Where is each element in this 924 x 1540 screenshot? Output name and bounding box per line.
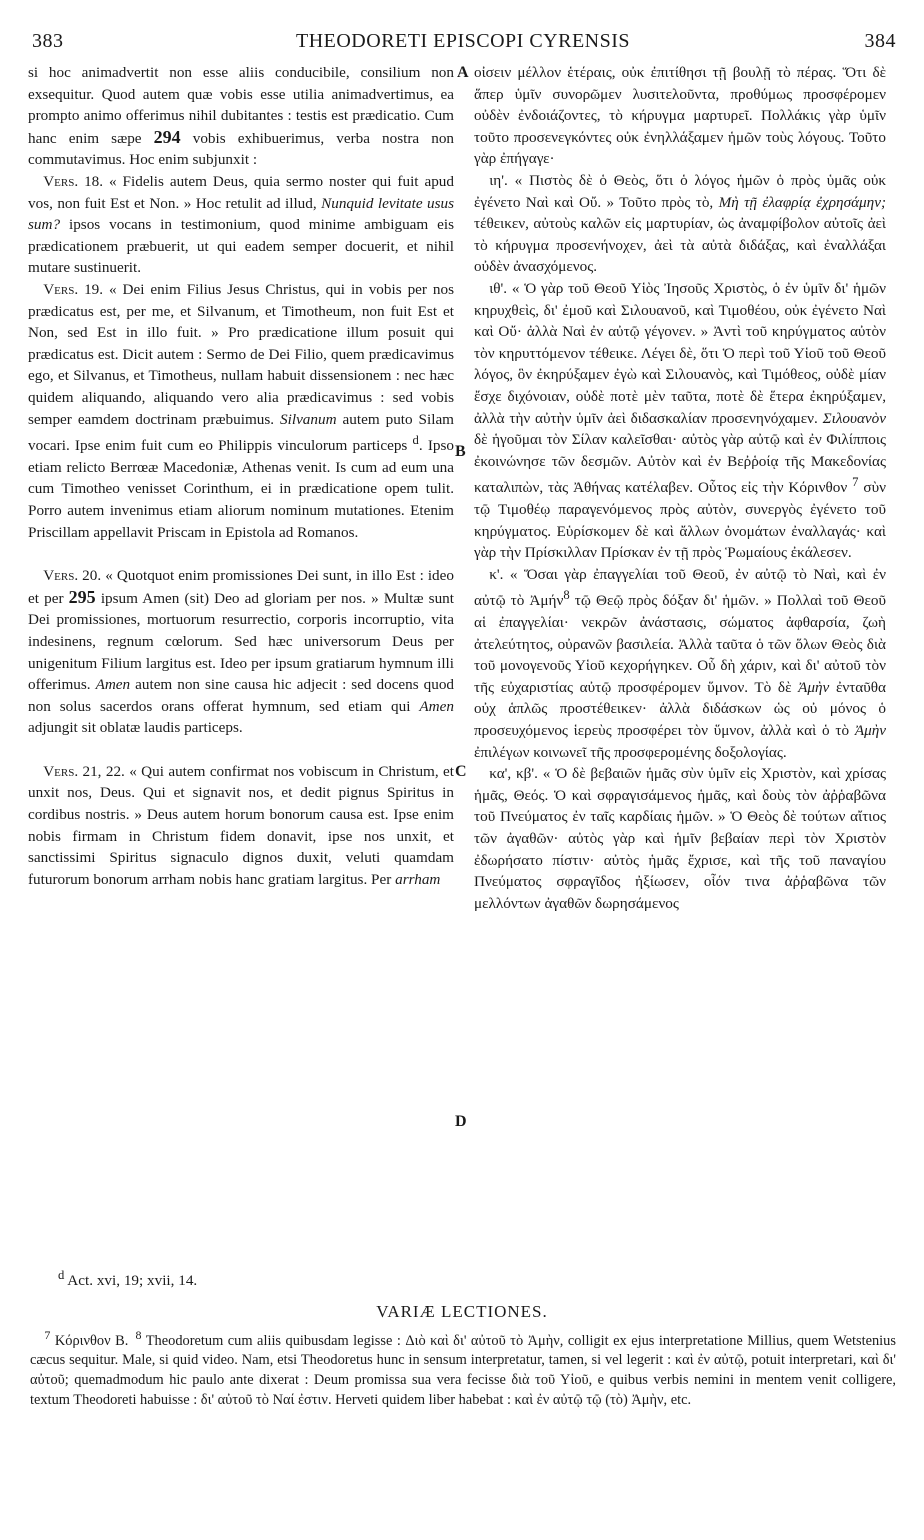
variant-ref: 7: [852, 475, 859, 490]
running-title: THEODORETI EPISCOPI CYRENSIS: [295, 30, 631, 52]
margin-letter-a: A: [457, 64, 469, 81]
margin-letter-c: C: [455, 763, 467, 780]
greek-verse-18: ιη'. « Πιστὸς δὲ ὁ Θεὸς, ὅτι ὁ λόγος ἡμῶν ὁ πρὸς ὑμᾶς οὐκ ἐγένετο Ναὶ καὶ Οὔ. » Τοῦτο πρὸς τὸ, Μὴ τῇ ἐλαφρίᾳ ἐχρησάμην; τέθεικεν, αὐτοὺς καλῶν εἰς μαρτυρίαν, ὡς ἀναμφίβολον αὐτοῖς ἀεὶ τὸ κήρυγμα προσενήνοχεν, ἀεὶ τὰ αὐτὰ διδάξας, καὶ ἐναλλάξαι οὐδὲν ἀνασχόμενος.: [474, 171, 887, 276]
margin-letter-b: B: [455, 443, 466, 460]
verse-label: Vers. 21, 22.: [43, 762, 125, 780]
greek-verse-19: ιθ'. « Ὁ γὰρ τοῦ Θεοῦ Υἱὸς Ἰησοῦς Χριστὸς, ὁ ἐν ὑμῖν δι' ἡμῶν κηρυχθεὶς, δι' ἐμοῦ καὶ Σιλουανοῦ, καὶ Τιμοθέου, οὐκ ἐγένετο Ναὶ καὶ Οὔ· ἀλλὰ Ναὶ ἐν αὐτῷ γέγονεν. » Ἀντὶ τοῦ κηρύγματος αὐτὸν τὸν κηρυττόμενον τέθεικε. Λέγει δὲ, ὅτι Ὁ περὶ τοῦ Υἱοῦ τοῦ Θεοῦ λόγος, ὃν ἐκηρύξαμεν ἐγὼ καὶ Σιλουανὸς, καὶ Τιμόθεος, οὐδὲ μίαν ἔσχε διχόνοιαν, οὐδὲ ποτὲ μὲν ταῦτα, ποτὲ δὲ ἕτερα ἐκηρύξαμεν, ἀλλὰ τὴν αὐτὴν ὑμῖν ἀεὶ διδασκαλίαν προσενηνόχαμεν. Σιλουανὸν δὲ ἡγοῦμαι τὸν Σίλαν καλεῖσθαι· αὐτὸς γὰρ αὐτῷ καὶ ἐν Φιλίπποις ἐκοινώνησε τῶν δεσμῶν. Αὐτὸν καὶ ἐν Βεῤῥοίᾳ τῆς Μακεδονίας καταλιπὼν, τὰς Ἀθήνας κατέλαβεν. Οὗτος εἰς τὴν Κόρινθον $^7$ σὺν τῷ Τιμοθέῳ παραγενόμενος πρὸς αὐτὸν, συνεργὸς ἐγένετο τοῦ κηρύγματος. Εὑρίσκομεν δὲ καὶ ἄλλων ὀνομάτων ἐναλλαγάς· καὶ γὰρ τὴν Πρίσκιλλαν Πρίσκαν ἐν τῇ πρὸς Ῥωμαίους ἐκάλεσεν.: [474, 279, 887, 562]
latin-column: [28, 62, 454, 890]
page-number-left: 383: [32, 30, 64, 52]
footnote-ref: d: [412, 433, 419, 448]
verse-label: Vers. 19.: [43, 280, 104, 298]
variant-ref: 8: [563, 588, 570, 603]
variant-note: $^7$ Κόρινθον B. $^8$ Theodoretum cum aliis quibusdam legisse : Διὸ καὶ δι' αὐτοῦ τὸ Ἀμὴν, colligit ex ejus interpretatione Millius, quem Wetstenius cæcus sequitur. Male, si quid video. Nam, etsi Theodoretus hunc in sensum interpretatur, tamen, si vel legerit : καὶ ἐν αὐτῷ, potuit interpretari, καὶ δι' αὐτοῦ; quemadmodum hic paulo ante dixerat : Deum promissa sua vera fecisse διὰ τοῦ Υἱοῦ, e quibus verbis nemini in mentem venit colligere, textum Theodoreti habuisse : δι' αὐτοῦ τὸ Ναί ἐστιν. Herveti quidem liber habebat : καὶ ἐν αὐτῷ τῷ (τὸ) Ἀμὴν, etc.: [30, 1328, 896, 1408]
latin-verse-18: Vers. 18. « Fidelis autem Deus, quia sermo noster qui fuit apud vos, non fuit Est et Non. » Hoc retulit ad illud, Nunquid levitate usus sum? ipsos vocans in testimonium, quod minime ambiguam eis prædicationem præbuerit, ut qui eadem semper docuerit, et nihil mutare sustinuerit.: [28, 172, 455, 277]
latin-verse-19: Vers. 19. « Dei enim Filius Jesus Christus, qui in vobis per nos prædicatus est, per me, et Silvanum, et Timotheum, non fuit Est et Non, sed Est in illo fuit. » Pro prædicatione illum posuit qui prædicatus est. Dicit autem : Sermo de Dei Filio, quem prædicavimus ego, et Silvanus, et Timotheus, nullam habuit dissensionem : nec hæc quidem aliquando, aliquando vero alia prædicavimus : sed vobis semper eamdem doctrinam præbuimus. Silvanum autem puto Silam vocari. Ipse enim fuit cum eo Philippis vinculorum particeps $^d$. Ipso etiam relicto Berrœæ Macedoniæ, Athenas venit. Is cum ad eum una cum Timotheo venisset Corinthum, ei in prædicatione opem tulit. Porro autem invenimus etiam aliorum nominum mutationes. Etenim Priscillam appellavit Priscam in Epistola ad Romanos.: [28, 280, 455, 541]
greek-column: [474, 62, 886, 914]
greek-paragraph: οἰσειν μέλλον ἑτέραις, οὐκ ἐπιτίθησι τῇ βουλῇ τὸ πέρας. Ὅτι δὲ ἅπερ ὑμῖν συνορῶμεν λυσιτελοῦντα, προθύμως προσφέρομεν οὐδὲν ἐνδοιάζοντες, τὸ κήρυγμα μαρτυρεῖ. Πολλάκις γὰρ ὑμῖν τοῦτο προσενεγκόντες οὐκ ἐνηλλάξαμεν ἡμῶν τοὺς λόγους. Τοῦτο γὰρ ἐπήγαγε·: [474, 64, 886, 168]
marginal-number: 294: [153, 126, 181, 147]
greek-verse-20: κ'. « Ὅσαι γὰρ ἐπαγγελίαι τοῦ Θεοῦ, ἐν αὐτῷ τὸ Ναὶ, καὶ ἐν αὐτῷ τὸ Ἀμήν$^8$ τῷ Θεῷ πρὸς δόξαν δι' ἡμῶν. » Πολλαὶ τοῦ Θεοῦ αἱ ἐπαγγελίαι· νεκρῶν ἀνάστασις, σώματος ἀφθαρσία, ζωὴ ἀτελεύτητος, οὐρανῶν βασιλεία. Ἀλλὰ ταῦτα ὁ τῶν ὅλων Θεὸς διὰ τοῦ μονογενοῦς Υἱοῦ κεχορήγηκεν. Οὗ δὴ χάριν, καὶ δι' αὐτοῦ τὸν τῆς εὐχαριστίας αὐτῷ προσφέρομεν ὕμνον. Τὸ δὲ Ἀμὴν ἐνταῦθα οὐχ ἁπλῶς προστέθεικεν· ἀλλὰ διδάσκων ὡς οὐ μόνος ὁ προσευχόμενος ἱερεὺς προσφέρει τὸν ὕμνον, ἀλλὰ καὶ ὁ τὸ Ἀμὴν ἐπιλέγων κοινωνεῖ τῆς προσφερομένης δοξολογίας.: [474, 565, 887, 761]
variant-mark: 8: [135, 1328, 142, 1342]
margin-letter-d: D: [455, 1113, 467, 1130]
verse-label: Vers. 20.: [43, 567, 102, 585]
verse-label: Vers. 18.: [43, 172, 104, 190]
variae-lectiones: [30, 1326, 896, 1410]
latin-verse-20: Vers. 20. « Quotquot enim promissiones Dei sunt, in illo Est : ideo et per 295 ipsum Amen (sit) Deo ad gloriam per nos. » Multæ sunt Dei promissiones, mortuorum resurrectio, corporis incorruptio, vita indesinens, regnum cœlorum. Sed hæc universorum Deus per unigenitum Filium largitus est. Ideo per ipsum gratiarum hymnum illi offerimus. Amen autem non sine causa hic adjecit : sed docens quod non solus sacerdos orans offerat hymnum, sed etiam qui Amen adjungit sit oblatæ laudis particeps.: [28, 567, 455, 737]
footnote: $^d$ Act. xvi, 19; xvii, 14.: [58, 1268, 198, 1290]
variae-title: VARIÆ LECTIONES.: [376, 1302, 548, 1321]
page-number-right: 384: [864, 30, 896, 52]
marginal-number: 295: [68, 586, 96, 607]
running-header: [30, 30, 896, 58]
greek-verse-21: κα', κβ'. « Ὁ δὲ βεβαιῶν ἡμᾶς σὺν ὑμῖν εἰς Χριστὸν, καὶ χρίσας ἡμᾶς, Θεός. Ὁ καὶ σφραγισάμενος ἡμᾶς, καὶ δοὺς τὸν ἀῤῥαβῶνα τοῦ Πνεύματος ἐν ταῖς καρδίαις ἡμῶν. » Ὁ Θεὸς δὲ τούτων αἴτιος τῶν ἀγαθῶν· αὐτὸς γὰρ καὶ ἡμῖν βεβαίαν περὶ τὸν Χριστὸν ἐδωρήσατο πίστιν· αὐτὸς ἡμᾶς ἔχρισε, καὶ τῆς τοῦ παναγίου Πνεύματος σφραγῖδος ἠξίωσεν, οἷόν τινα ἀῤῥαβῶνα τῶν μελλόντων ἀγαθῶν δωρησάμενος: [474, 765, 886, 912]
footnote-mark: d: [58, 1268, 65, 1282]
latin-verse-21: Vers. 21, 22. « Qui autem confirmat nos vobiscum in Christum, et unxit nos, Deus. Qui et signavit nos, et dedit pignus Spiritus in cordibus nostris. » Deus autem horum bonorum causa est. Ipse enim nobis firmam in Christum fidem donavit, ipse nos unxit, et sanctissimi Spiritus signaculo dignos duxit, veluti quamdam futurorum bonorum arrham nobis hanc gratiam largitus. Per arrham: [28, 762, 454, 888]
latin-paragraph: si hoc animadvertit non esse aliis conducibile, consilium non exsequitur. Quod autem quæ vobis esse utilia animadvertimus, ea prompto animo offerimus nihil dubitantes : testis est prædicatio. Cum hanc enim sæpe 294 vobis exhibuerimus, verba nostra non commutavimus. Hoc enim subjunxit :: [28, 64, 455, 169]
variant-mark: 7: [44, 1328, 51, 1342]
